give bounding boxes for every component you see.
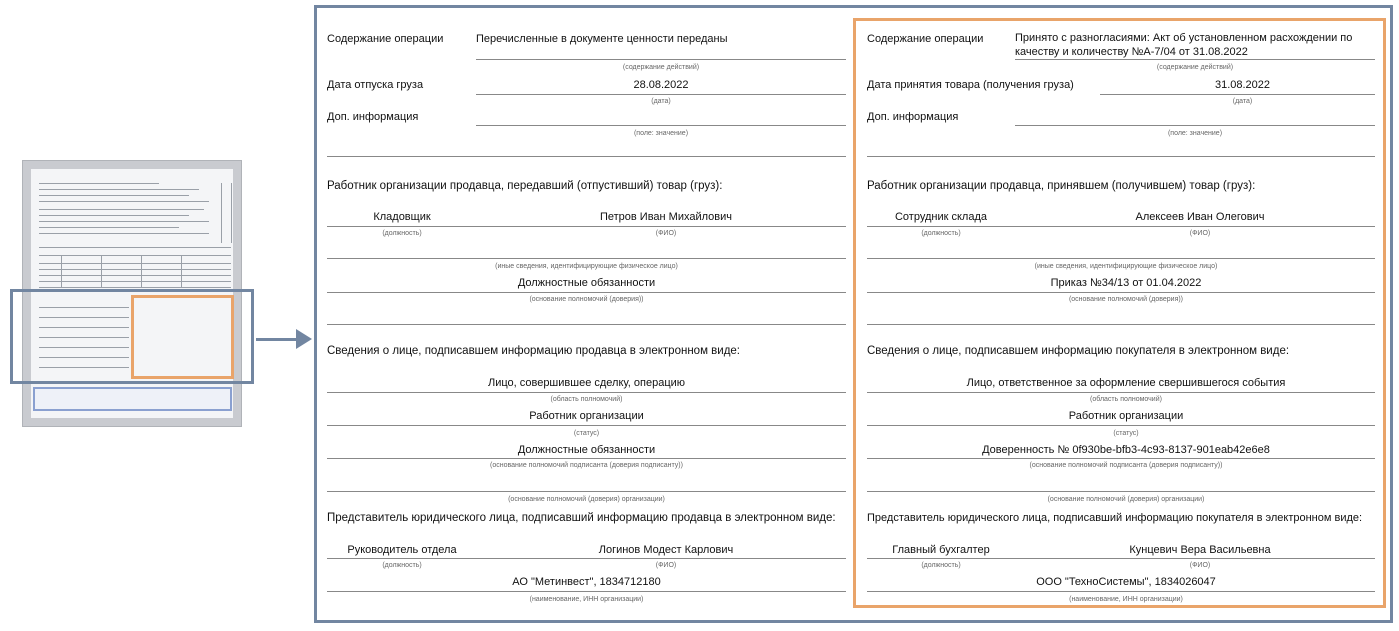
info-caption: (поле: значение) xyxy=(1167,130,1223,137)
representative-section-title: Представитель юридического лица, подписавший информацию продавца в электронном виде: xyxy=(327,512,836,524)
thumbnail-highlight-frame xyxy=(131,295,234,379)
signer-basis-value: Доверенность № 0f930be-bfb3-4c93-8137-901eab42e6e8 xyxy=(982,444,1270,456)
authority-area-caption: (область полномочий) xyxy=(1090,396,1162,403)
worker-name: Алексеев Иван Олегович xyxy=(1135,211,1265,223)
date-value: 31.08.2022 xyxy=(1214,79,1271,91)
signer-basis-caption: (основание полномочий подписанта (доверия подписанту)) xyxy=(490,462,683,469)
authority-area-value: Лицо, ответственное за оформление свершившегося события xyxy=(966,377,1286,389)
worker-section-title: Работник организации продавца, принявшем (получившем) товар (груз): xyxy=(867,180,1256,192)
operation-label: Содержание операции xyxy=(867,33,984,45)
worker-name: Петров Иван Михайлович xyxy=(599,211,733,223)
operation-value-line1: Принято с разногласиями: Акт об установленном расхождении по xyxy=(1015,32,1353,44)
worker-position-caption: (должность) xyxy=(921,230,961,237)
worker-position-caption: (должность) xyxy=(382,230,422,237)
operation-caption: (содержание действий) xyxy=(1156,64,1234,71)
signer-section-title: Сведения о лице, подписавшем информацию продавца в электронном виде: xyxy=(327,345,741,357)
basis-caption: (основание полномочий (доверия)) xyxy=(529,296,644,303)
info-caption: (поле: значение) xyxy=(633,130,689,137)
rep-position: Главный бухгалтер xyxy=(892,544,990,556)
basis-value: Должностные обязанности xyxy=(517,277,656,289)
basis-value: Приказ №34/13 от 01.04.2022 xyxy=(1050,277,1202,289)
rep-name-caption: (ФИО) xyxy=(1189,562,1211,569)
rep-position-caption: (должность) xyxy=(382,562,422,569)
organization-caption: (наименование, ИНН организации) xyxy=(529,596,644,603)
date-label: Дата принятия товара (получения груза) xyxy=(867,79,1074,91)
status-value: Работник организации xyxy=(529,410,644,422)
info-label: Доп. информация xyxy=(327,111,419,123)
other-info-caption: (иные сведения, идентифицирующие физическое лицо) xyxy=(495,263,678,270)
authority-area-caption: (область полномочий) xyxy=(550,396,623,403)
signer-basis-caption: (основание полномочий подписанта (доверия подписанту)) xyxy=(1029,462,1223,469)
info-label: Доп. информация xyxy=(867,111,959,123)
rep-name-caption: (ФИО) xyxy=(655,562,677,569)
signer-basis-value: Должностные обязанности xyxy=(517,444,656,456)
rep-position: Руководитель отдела xyxy=(347,544,457,556)
status-caption: (статус) xyxy=(573,430,600,437)
worker-section-title: Работник организации продавца, передавший (отпустивший) товар (груз): xyxy=(327,180,723,192)
date-caption: (дата) xyxy=(651,98,671,105)
signer-section-title: Сведения о лице, подписавшем информацию покупателя в электронном виде: xyxy=(867,345,1290,357)
status-caption: (статус) xyxy=(1113,430,1139,437)
thumbnail-signature-stamp xyxy=(33,387,232,411)
operation-value: Перечисленные в документе ценности переданы xyxy=(476,33,728,45)
date-label: Дата отпуска груза xyxy=(327,79,424,91)
org-basis-caption: (основание полномочий (доверия) организации) xyxy=(508,496,665,503)
organization-caption: (наименование, ИНН организации) xyxy=(1069,596,1183,603)
authority-area-value: Лицо, совершившее сделку, операцию xyxy=(487,377,686,389)
organization-value: ООО "ТехноСистемы", 1834026047 xyxy=(1036,576,1216,588)
worker-name-caption: (ФИО) xyxy=(1189,230,1211,237)
rep-name: Логинов Модест Карлович xyxy=(598,544,734,556)
basis-caption: (основание полномочий (доверия)) xyxy=(1068,296,1184,303)
rep-position-caption: (должность) xyxy=(921,562,961,569)
worker-position: Сотрудник склада xyxy=(894,211,987,223)
operation-caption: (содержание действий) xyxy=(622,64,700,71)
rep-name: Кунцевич Вера Васильевна xyxy=(1129,544,1271,556)
other-info-caption: (иные сведения, идентифицирующие физическое лицо) xyxy=(1034,263,1218,270)
worker-position: Кладовщик xyxy=(373,211,431,223)
zoom-arrow-icon xyxy=(296,329,312,349)
date-caption: (дата) xyxy=(1232,98,1253,105)
organization-value: АО "Метинвест", 1834712180 xyxy=(512,576,661,588)
org-basis-caption: (основание полномочий (доверия) организации) xyxy=(1047,496,1205,503)
status-value: Работник организации xyxy=(1068,410,1184,422)
operation-value-line2: качеству и количеству №А-7/04 от 31.08.2022 xyxy=(1015,46,1248,58)
operation-label: Содержание операции xyxy=(327,33,444,45)
worker-name-caption: (ФИО) xyxy=(655,230,677,237)
date-value: 28.08.2022 xyxy=(633,79,689,91)
representative-section-title: Представитель юридического лица, подписавший информацию покупателя в электронном виде: xyxy=(867,512,1363,524)
